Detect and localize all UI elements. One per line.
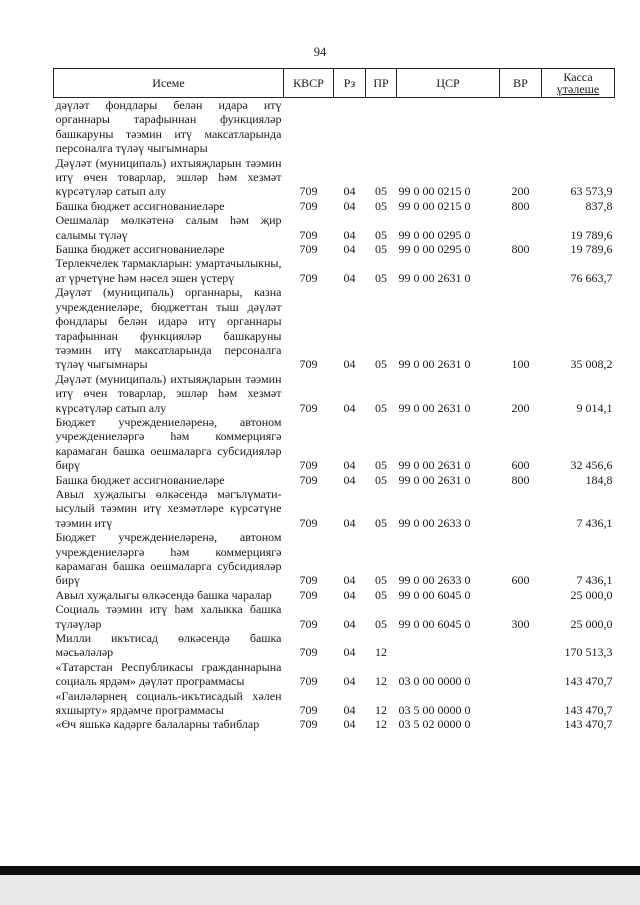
row-amount-cell: 184,8: [585, 472, 613, 487]
row-pr-cell: 05: [375, 400, 387, 415]
row-amount-cell: 32 456,6: [570, 458, 613, 473]
row-vr-cell: 800: [511, 242, 530, 257]
table-row: [54, 631, 615, 660]
table-row: [54, 156, 615, 199]
row-csr-cell: 99 0 00 2631 0: [398, 270, 471, 285]
row-rz-cell: 04: [343, 198, 356, 213]
row-vr-cell: 200: [511, 400, 530, 415]
row-vr-cell: 800: [511, 472, 530, 487]
row-vr-cell: 600: [511, 573, 530, 588]
row-vr-cell: [500, 487, 542, 530]
row-kvsr-cell: 709: [299, 184, 318, 199]
scan-bottom-shade: [0, 875, 640, 905]
row-csr-cell: 99 0 00 6045 0: [398, 587, 471, 602]
table-row: [54, 372, 615, 415]
row-name-cell: Башка бюджет ассигнованиеләре: [55, 242, 225, 257]
row-vr-cell: [500, 717, 542, 731]
row-pr-cell: 05: [375, 587, 387, 602]
kassa-header-line2: үтәлеше: [556, 82, 600, 96]
row-csr-cell: 99 0 00 2631 0: [398, 400, 471, 415]
row-amount-cell: 76 663,7: [570, 270, 613, 285]
row-pr-cell: 05: [375, 198, 387, 213]
row-pr-cell: 12: [375, 645, 387, 660]
row-rz-cell: 04: [343, 400, 356, 415]
row-name-cell: Дәүләт (муниципаль) ихтыяҗларын тәэмин итү өчен товарлар, эшләр һәм хезмәт күрсәтүләр сатып алу: [55, 371, 282, 415]
row-rz-cell: 04: [343, 587, 356, 602]
row-kvsr-cell: 709: [299, 703, 318, 718]
row-rz-cell: 04: [343, 458, 356, 473]
row-kvsr-cell: 709: [299, 573, 318, 588]
row-rz-cell: 04: [343, 184, 356, 199]
row-pr-cell: 05: [375, 227, 387, 242]
column-header-name: Исеме: [54, 69, 284, 98]
row-amount-cell: 170 513,3: [564, 645, 613, 660]
row-vr-cell: [500, 660, 542, 689]
row-kvsr-cell: [284, 98, 334, 156]
row-csr-cell: 03 5 00 0000 0: [398, 703, 471, 718]
row-csr-cell: 99 0 00 2633 0: [398, 573, 471, 588]
row-pr-cell: 05: [375, 184, 387, 199]
table-row: [54, 473, 615, 487]
row-csr-cell: 99 0 00 0295 0: [398, 227, 471, 242]
row-name-cell: Дәүләт (муниципаль) ихтыяҗларын тәэмин итү өчен товарлар, эшләр һәм хезмәт күрсәтүләр сатып алу: [55, 155, 282, 199]
row-pr-cell: 12: [375, 674, 387, 689]
row-pr-cell: 12: [375, 717, 387, 732]
row-amount-cell: 7 436,1: [576, 573, 613, 588]
row-csr-cell: 99 0 00 2633 0: [398, 515, 471, 530]
row-rz-cell: 04: [343, 573, 356, 588]
row-amount-cell: 837,8: [585, 198, 613, 213]
column-header-csr: ЦСР: [397, 69, 500, 98]
row-kvsr-cell: 709: [299, 242, 318, 257]
column-header-kvsr: КВСР: [284, 69, 334, 98]
table-row: [54, 689, 615, 718]
row-csr-cell: 03 5 02 0000 0: [398, 717, 471, 732]
table-row: [54, 98, 615, 156]
table-row: [54, 660, 615, 689]
row-amount-cell: 35 008,2: [570, 357, 613, 372]
row-vr-cell: 300: [511, 616, 530, 631]
row-csr-cell: 99 0 00 2631 0: [398, 472, 471, 487]
row-rz-cell: 04: [343, 717, 356, 732]
row-amount-cell: [542, 98, 615, 156]
row-pr-cell: 05: [375, 458, 387, 473]
table-row: [54, 199, 615, 213]
row-name-cell: Башка бюджет ассигнованиеләре: [55, 472, 225, 487]
row-csr-cell: [397, 631, 500, 660]
row-name-cell: Милли икътисад өлкәсендә башка мәсьәләләр: [55, 631, 282, 660]
row-pr-cell: 05: [375, 270, 387, 285]
row-amount-cell: 19 789,6: [570, 227, 613, 242]
row-name-cell: Социаль тәэмин итү һәм халыкка башка түләүләр: [55, 602, 282, 631]
row-csr-cell: 99 0 00 0215 0: [398, 198, 471, 213]
table-row: [54, 602, 615, 631]
row-rz-cell: 04: [343, 703, 356, 718]
row-kvsr-cell: 709: [299, 616, 318, 631]
row-csr-cell: 99 0 00 0295 0: [398, 242, 471, 257]
scan-bottom-edge: [0, 866, 640, 875]
row-pr-cell: [366, 98, 397, 156]
row-kvsr-cell: 709: [299, 587, 318, 602]
kassa-header-line1: Касса: [563, 70, 593, 84]
row-name-cell: «Татарстан Республикасы гражданнарына социаль ярдәм» дәүләт программасы: [55, 659, 282, 689]
row-name-cell: Оешмалар мөлкәтенә салым һәм җир салымы түләү: [55, 213, 282, 242]
row-amount-cell: 143 470,7: [564, 703, 613, 718]
row-csr-cell: 99 0 00 2631 0: [398, 357, 471, 372]
row-name-cell: Терлекчелек тармакларын: умартачылыкны, ат үрчетүне һәм нәсел эшен үстерү: [55, 256, 282, 285]
row-name-cell: Авыл хуҗалыгы өлкәсендә башка чаралар: [55, 587, 272, 602]
row-csr-cell: [397, 98, 500, 156]
row-amount-cell: 25 000,0: [570, 587, 613, 602]
row-pr-cell: 05: [375, 515, 387, 530]
row-csr-cell: 99 0 00 2631 0: [398, 458, 471, 473]
row-csr-cell: 99 0 00 0215 0: [398, 184, 471, 199]
row-vr-cell: 800: [511, 198, 530, 213]
row-rz-cell: 04: [343, 472, 356, 487]
table-row: [54, 588, 615, 602]
row-kvsr-cell: 709: [299, 400, 318, 415]
row-rz-cell: [334, 98, 366, 156]
row-csr-cell: 03 0 00 0000 0: [398, 674, 471, 689]
row-pr-cell: 12: [375, 703, 387, 718]
row-kvsr-cell: 709: [299, 357, 318, 372]
row-kvsr-cell: 709: [299, 458, 318, 473]
row-rz-cell: 04: [343, 357, 356, 372]
table-row: [54, 256, 615, 285]
row-amount-cell: 25 000,0: [570, 616, 613, 631]
row-name-cell: Дәүләт (муниципаль) органнары, казна учреждениеләре, бюджеттан тыш дәүләт фондлары белән идарә итү органнары тарафыннан функцияләр башкаруны тәэмин итү максатларында персоналга түләү чыгымнары: [55, 285, 282, 372]
row-name-cell: Авыл хуҗалыгы өлкәсендә мәгълүмати-ысулый тәэмин итү хезмәтләре күрсәтүне тәэмин итү: [55, 486, 282, 530]
row-amount-cell: 63 573,9: [570, 184, 613, 199]
row-amount-cell: 9 014,1: [576, 400, 613, 415]
row-rz-cell: 04: [343, 616, 356, 631]
row-amount-cell: 19 789,6: [570, 242, 613, 257]
row-kvsr-cell: 709: [299, 674, 318, 689]
column-header-pr: ПР: [366, 69, 397, 98]
table-row: [54, 415, 615, 473]
table-header-row: [54, 69, 615, 98]
table-row: [54, 530, 615, 588]
row-kvsr-cell: 709: [299, 717, 318, 732]
table-row: [54, 487, 615, 530]
row-rz-cell: 04: [343, 645, 356, 660]
row-csr-cell: 99 0 00 6045 0: [398, 616, 471, 631]
row-kvsr-cell: 709: [299, 472, 318, 487]
row-name-cell: Бюджет учреждениеләренә, автоном учреждениеләргә һәм коммерциягә карамаган башка оешмаларга субсидияләр бирү: [55, 414, 282, 473]
row-vr-cell: [500, 256, 542, 285]
row-pr-cell: 05: [375, 616, 387, 631]
row-rz-cell: 04: [343, 270, 356, 285]
page-number: 94: [313, 45, 327, 59]
table-body: [54, 98, 615, 732]
row-kvsr-cell: 709: [299, 227, 318, 242]
row-pr-cell: 05: [375, 357, 387, 372]
row-amount-cell: 143 470,7: [564, 717, 613, 732]
table-row: [54, 213, 615, 242]
row-kvsr-cell: 709: [299, 270, 318, 285]
row-vr-cell: 600: [511, 458, 530, 473]
row-name-cell: Бюджет учреждениеләренә, автоном учреждениеләргә һәм коммерциягә карамаган башка оешмаларга субсидияләр бирү: [55, 530, 282, 588]
row-vr-cell: 100: [511, 357, 530, 372]
row-vr-cell: [500, 213, 542, 242]
row-vr-cell: [500, 588, 542, 602]
table-row: [54, 717, 615, 731]
table-row: [54, 285, 615, 371]
column-header-rz: Рз: [334, 69, 366, 98]
row-rz-cell: 04: [343, 674, 356, 689]
row-pr-cell: 05: [375, 472, 387, 487]
row-vr-cell: 200: [511, 184, 530, 199]
row-kvsr-cell: 709: [299, 515, 318, 530]
column-header-vr: ВР: [500, 69, 542, 98]
row-rz-cell: 04: [343, 515, 356, 530]
row-vr-cell: [500, 98, 542, 156]
budget-table: [53, 68, 615, 732]
table-row: [54, 242, 615, 256]
row-name-cell: Башка бюджет ассигнованиеләре: [55, 198, 225, 213]
row-kvsr-cell: 709: [299, 198, 318, 213]
row-rz-cell: 04: [343, 242, 356, 257]
row-rz-cell: 04: [343, 227, 356, 242]
row-amount-cell: 7 436,1: [576, 515, 613, 530]
row-kvsr-cell: 709: [299, 645, 318, 660]
row-vr-cell: [500, 631, 542, 660]
row-name-cell: «Өч яшькә кадәрге балаларны табиблар: [55, 717, 260, 732]
row-vr-cell: [500, 689, 542, 718]
column-header-kassa: [542, 69, 615, 98]
row-name-cell: дәүләт фондлары белән идарә итү органнары тарафыннан функцияләр башкаруны тәэмин итү максатларында персоналга түләү чыгымнары: [55, 98, 282, 156]
row-name-cell: «Гаиләләрнең социаль-икътисадый хәлен яхшырту» ярдәмче программасы: [55, 688, 282, 718]
row-amount-cell: 143 470,7: [564, 674, 613, 689]
row-pr-cell: 05: [375, 573, 387, 588]
row-pr-cell: 05: [375, 242, 387, 257]
